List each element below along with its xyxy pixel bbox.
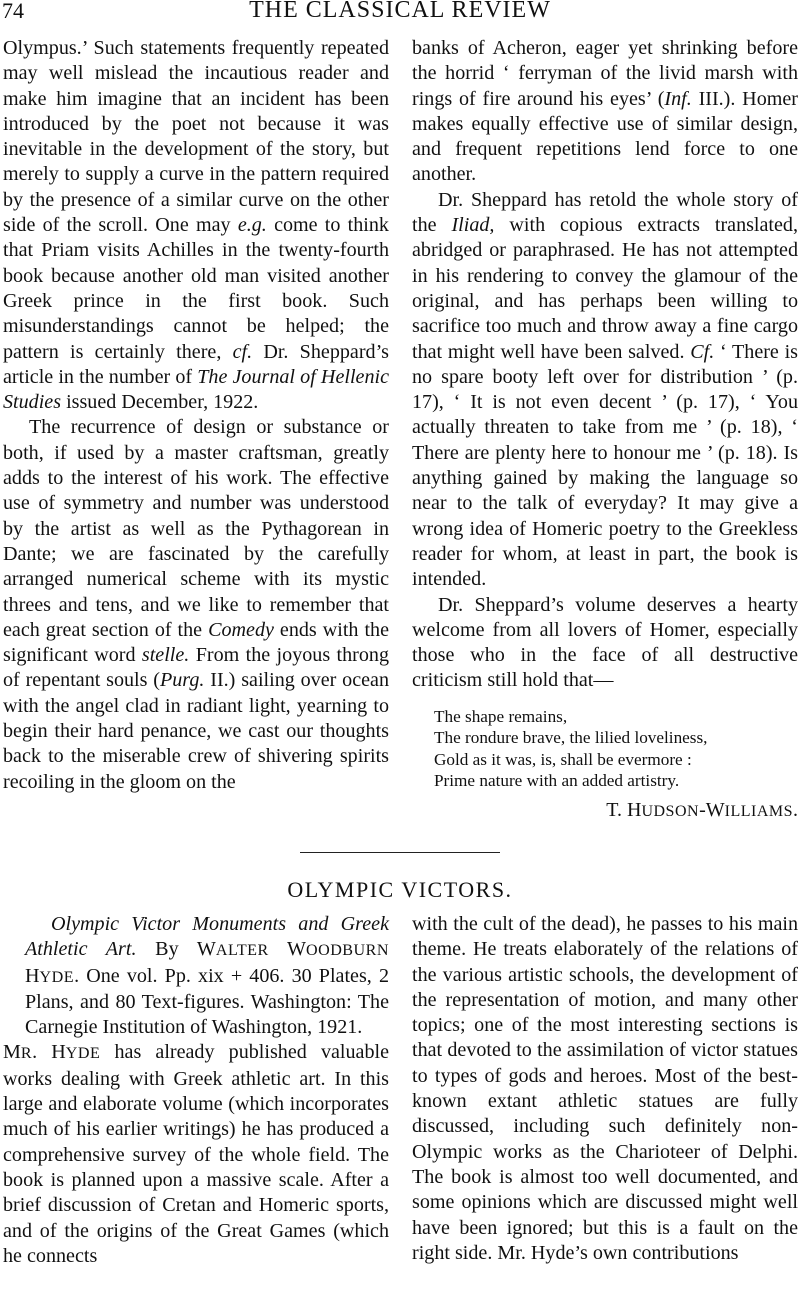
poem-quote xyxy=(434,706,798,792)
paragraph: MR. HYDE has already published valuable works dealing with Greek athletic art. In this large and elaborate volume (which incorporates much of his earlier writings) he has produced a comprehensive survey of the whole field. The book is planned upon a massive scale. After a brief discussion of Cretan and Homeric sports, and of the origins of the Great Games (which he connects xyxy=(3,1041,390,1267)
poem-line: Prime nature with an added artistry. xyxy=(434,771,680,791)
paragraph: Dr. Sheppard has retold the whole story of the Iliad, with copious extracts translated, abridged or paraphrased. He has not attempted in his rendering to convey the glamour of the original, and has perhaps been willing to sacrifice too much and throw away a fine cargo that might well have been salved. Cf. ‘ There is no spare booty left over for distribution ’ (p. 17), ‘ It is not even decent ’ (p. 17), ‘ You actually threaten to take from me ’ (p. 18), ‘ There are plenty here to honour me ’ (p. 18). Is anything gained by making the language so near to the talk of everyday? It may give a wrong idea of Homeric poetry to the Greekless reader for whom, at least in part, the book is intended. xyxy=(412,188,799,591)
page-number: 74 xyxy=(2,0,24,23)
poem-line: The shape remains, xyxy=(434,706,568,726)
page-header xyxy=(0,0,800,30)
column-right-bottom xyxy=(412,912,798,1266)
paragraph: banks of Acheron, eager yet shrinking before the horrid ‘ ferryman of the livid marsh with rings of fire around his eyes’ (Inf. III.). Homer makes equally effective use of similar design, and frequent repetitions lend force to one another. xyxy=(412,37,798,186)
bibliographic-entry: Olympic Victor Monuments and Greek Athletic Art. By WALTER WOODBURN HYDE. One vol. Pp. xix + 406. 30 Plates, 2 Plans, and 80 Text-figures. Washington: The Carnegie Institution of Washington, 1921. xyxy=(25,913,389,1039)
column-right-top xyxy=(412,36,798,824)
paragraph: with the cult of the dead), he passes to his main theme. He treats elaborately of the relations of the various artistic schools, the development of the representation of motion, and many other topics; one of the most interesting sections is that devoted to the assimilation of victor statues to types of gods and heroes. Most of the best-known extant athletic statues are fully discussed, including such definitely non-Olympic works as the Charioteer of Delphi. The book is almost too well documented, and some opinions which are discussed might well have been ignored; but this is a fault on the right side. Mr. Hyde’s own contributions xyxy=(412,913,798,1264)
paragraph: Olympus.’ Such statements frequently repeated may well mislead the incautious reader and make him imagine that an incident has been introduced by the poet not because it was inevitable in the development of the story, but merely to supply a curve in the pattern required by the presence of a similar curve on the other side of the scroll. One may e.g. come to think that Priam visits Achilles in the twenty-fourth book because another old man visited another Greek prince in the first book. Such misunderstandings cannot be helped; the pattern is certainly there, cf. Dr. Sheppard’s article in the number of The Journal of Hellenic Studies issued December, 1922. xyxy=(3,37,389,414)
running-title: THE CLASSICAL REVIEW xyxy=(249,0,551,23)
paragraph: The recurrence of design or substance or both, if used by a master craftsman, greatly adds to the interest of his work. The effective use of symmetry and number was understood by the artist as well as the Pythagorean in Dante; we are fascinated by the carefully arranged numerical scheme with its mystic threes and tens, and we like to remember that each great section of the Comedy ends with the significant word stelle. From the joyous throng of repentant souls (Purg. II.) sailing over ocean with the angel clad in radiant light, yearning to begin their hard penance, we cast our thoughts back to the miserable crew of shivering spirits recoiling in the gloom on the xyxy=(3,416,389,793)
column-left-bottom xyxy=(3,912,389,1269)
paragraph: Dr. Sheppard’s volume deserves a hearty welcome from all lovers of Homer, especially those who in the face of all destructive criticism still hold that— xyxy=(412,593,798,692)
section-divider xyxy=(300,852,500,853)
poem-line: Gold as it was, is, shall be evermore : xyxy=(434,749,692,769)
author-signature: T. HUDSON-WILLIAMS. xyxy=(606,798,798,821)
column-left-top xyxy=(3,36,389,795)
section-title: OLYMPIC VICTORS. xyxy=(287,877,513,902)
poem-line: The rondure brave, the lilied loveliness, xyxy=(434,728,708,748)
